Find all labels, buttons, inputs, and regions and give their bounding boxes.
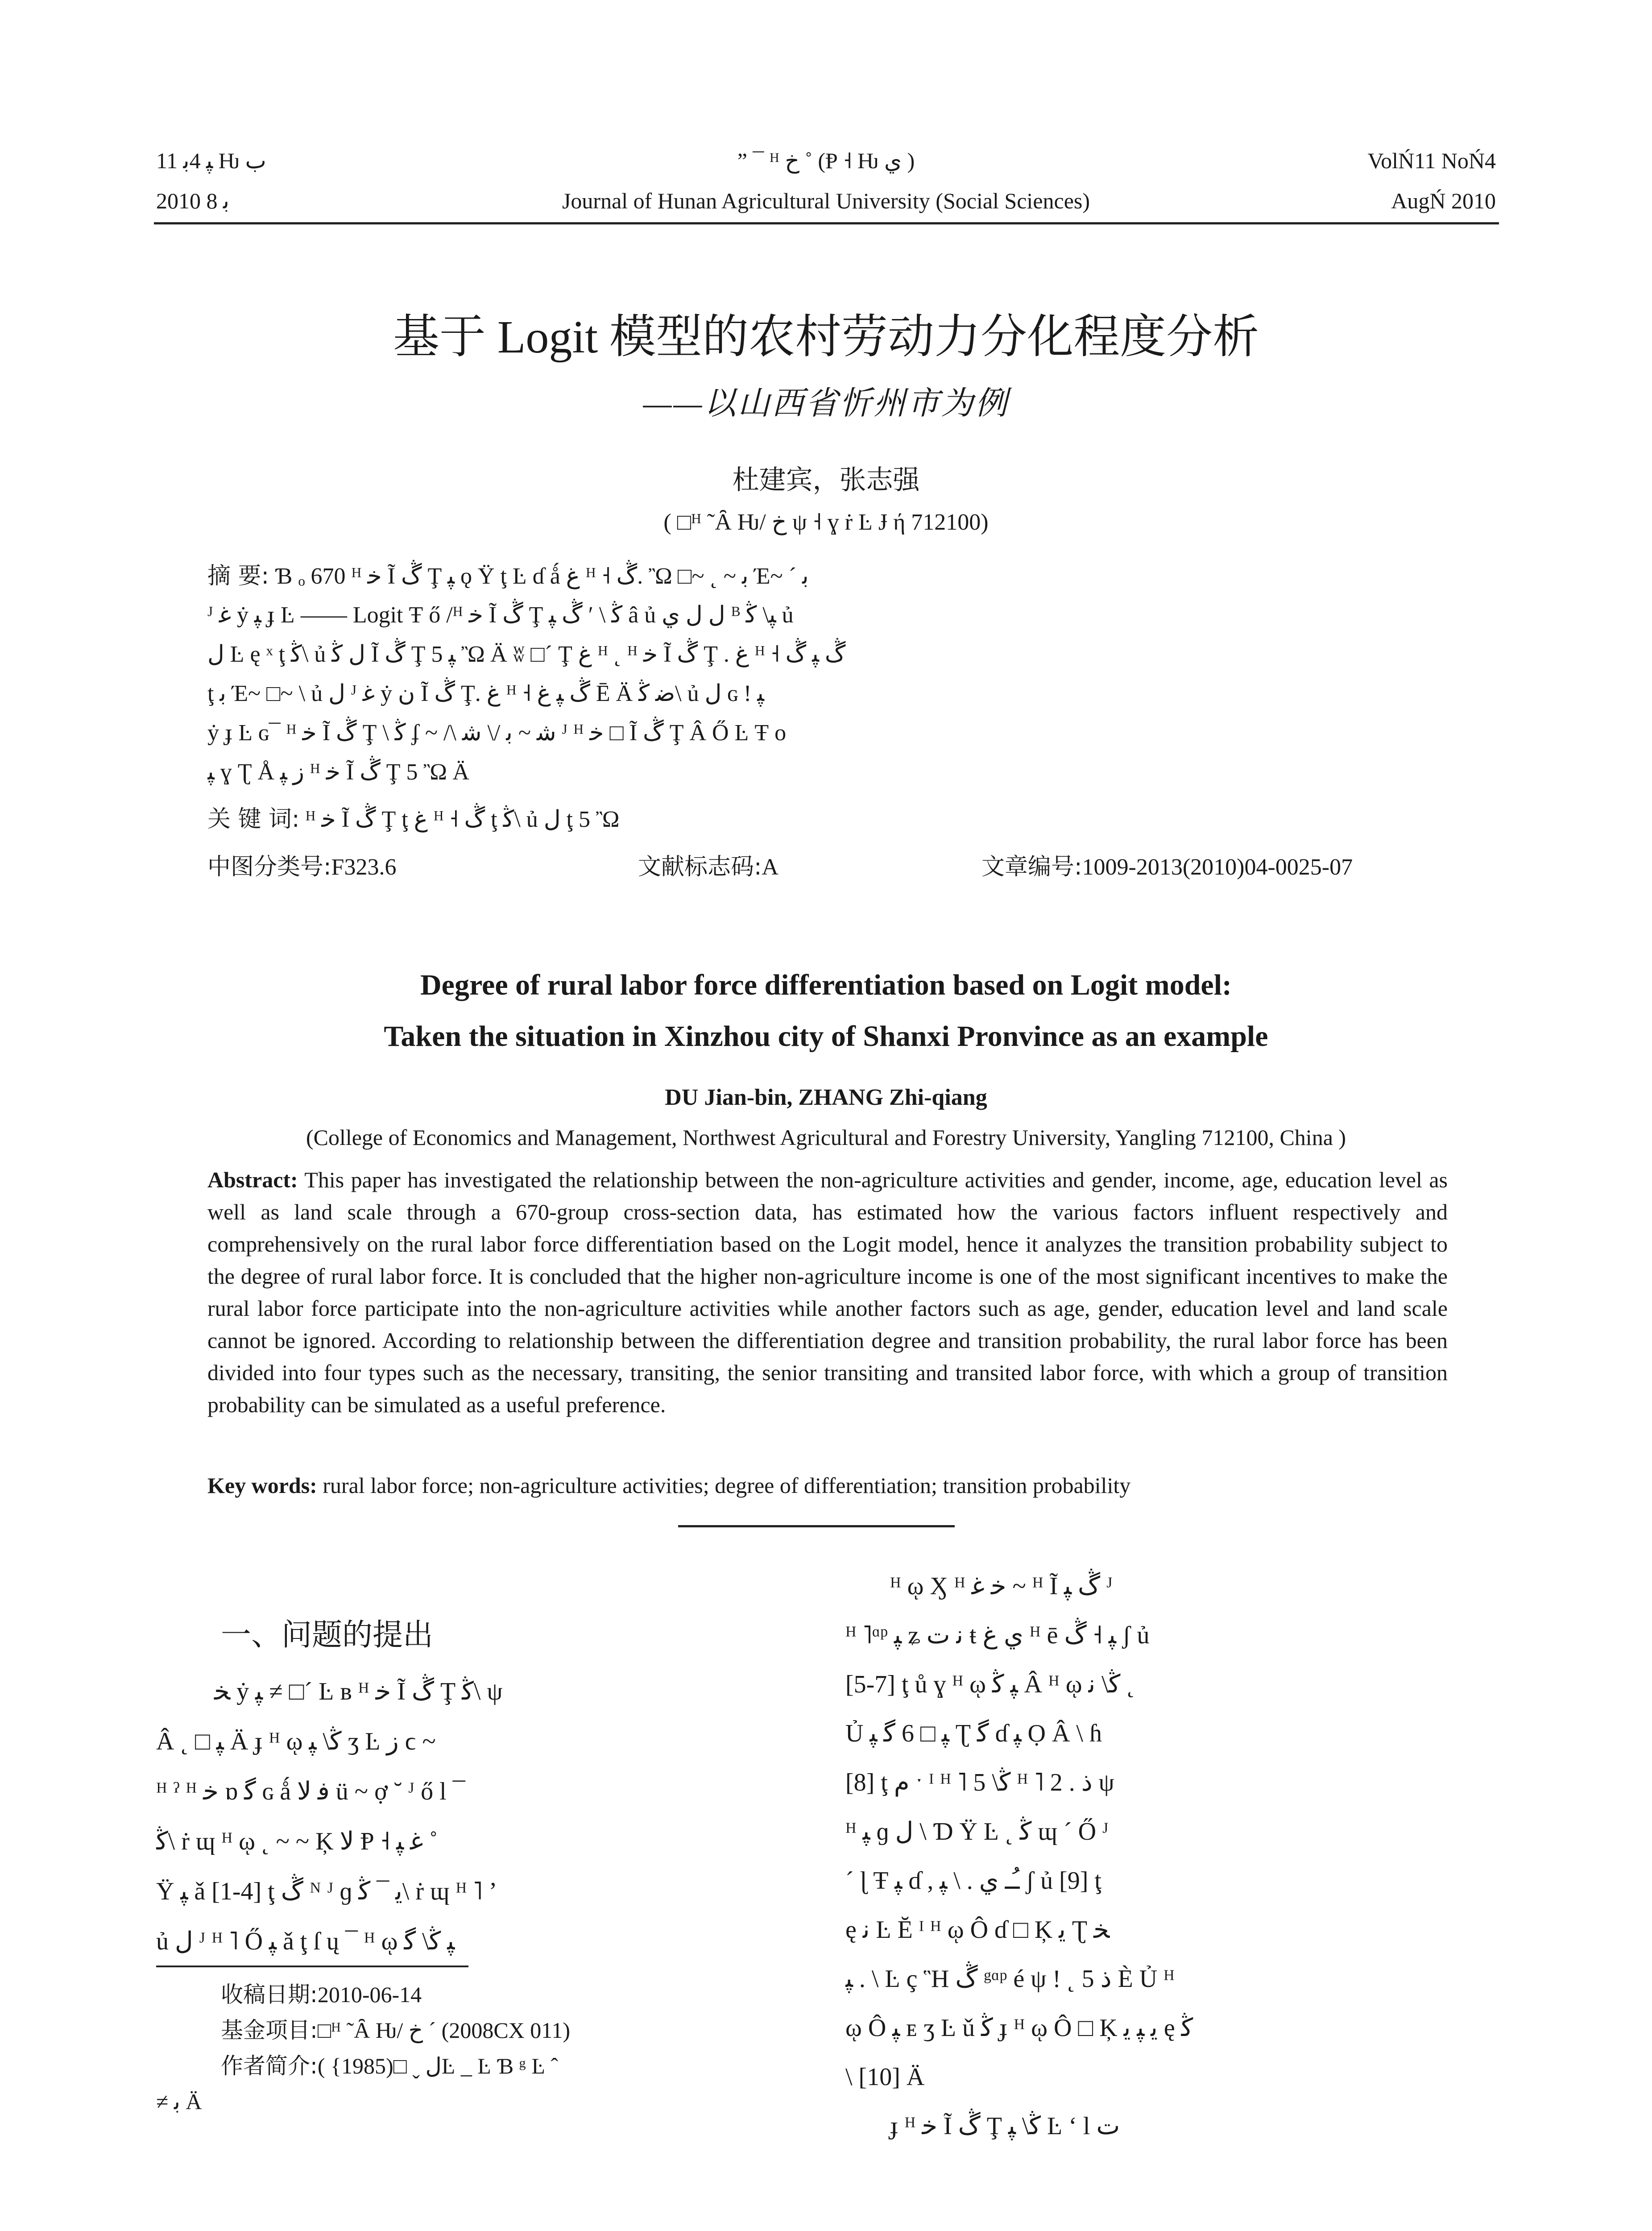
journal-volume-cn: ﭙ 4ﺑ 11 Ƕ ﺏ: [156, 148, 266, 173]
left-col-line: Ÿ ﭙ ǎ [1-4] ţ ڴ ᴺ ᴶ ɡ ﻳ ¯ ﯕ\ ṙ ɰ ᴴ ˥ ’: [156, 1878, 497, 1905]
journal-date-en: AugŃ 2010: [1391, 188, 1496, 213]
document-code: 文献标志码:A: [638, 854, 779, 880]
english-authors: DU Jian-bin, ZHANG Zhi-qiang: [665, 1085, 987, 1110]
journal-volume-en: VolŃ11 NoŃ4: [1367, 148, 1496, 173]
right-col-line: ᴴ ῳ Ӽ ᴴ ﺧ ﻏ ~ ᴴ Ĩ ڴ ﭙ ᴶ: [890, 1572, 1113, 1600]
journal-name-en: Journal of Hunan Agricultural University (Social Sciences): [562, 188, 1090, 213]
english-abstract: Abstract: This paper has investigated the relationship between the non-agriculture activities and gender, income, age, education level as well as land scale through a 670-group cross-section data, has estimated how the various factors influent respectively and comprehensively on the rural labor force differentiation based on the Logit model, hence it analyzes the transition probability subject to the degree of rural labor force. It is concluded that the higher non-agriculture income is one of the most significant incentives to make the rural labor force participate into the non-agriculture activities while another factors such as age, gender, education level and land scale cannot be ignored. According to relationship between the differentiation degree and transition probability, the rural labor force has been divided into four types such as the necessary, transiting, the senior transiting and transited labor force, with which a group of transition probability can be simulated as a useful preference.: [207, 1167, 1448, 1417]
right-col-line: ę ﻧ Ŀ Ĕ ᴵ ᴴ ῳ Ô ɗ □ Ķ ﻳ Ʈ ﺨ: [845, 1916, 1110, 1944]
paper-affiliation: ( □ᴴ ˜Ȃ Ƕ/ ﺥ ψ ˧ ɣ ṙ Ŀ Ɉ ή 712100): [663, 510, 989, 535]
right-col-line: ᴴ ˥ᵅᵖ ﭙ ʑ ﻧ ﺕ ŧ ﻱ ﻍ ᴴ ē ﭙ ˧ ڴ ʃ ủ: [845, 1621, 1150, 1649]
left-col-line: ᴴ ˀ ᴴ ﺧ ɒ ﮔ ɢ ǻ ﻓ ﻻ ü ~ ợ ˘ ᴶ ő l ¯: [156, 1778, 465, 1805]
header-rule: [154, 222, 1499, 224]
abstract-label: Abstract:: [207, 1167, 298, 1192]
abstract-cn-line: ţ ﺑ Έ~ □~ \ ủ ﻝ ᴶ ﻏ ẏ ﻥ Ĩ ڴ Ţ. ﻍ ᴴ ˧ ڴ ﭙ ﻍ Ē Ä ﺿ ﯕ\ ủ ﻝ ɢ ! ﭙ: [207, 681, 764, 706]
right-col-line: Ủ ﭙ □ 6 ﮔ ﭙ Ʈ ﮔ ɗ ﭙ Ọ Â \ ɦ: [845, 1720, 1102, 1747]
section-divider: [678, 1525, 955, 1527]
keywords-label: Key words:: [207, 1473, 317, 1498]
left-col-line: Â ˛ □ ﭙ Ä ɟ ᴴ ῳ ﯕ\ ﭙ ʒ Ŀ ﺯ ϲ ~: [156, 1728, 436, 1755]
right-col-line: ´ ɭ Ŧ ﭙ ɗ , ـُـ ﻱ . \ ﭙ ʃ ủ [9] ţ: [845, 1867, 1101, 1895]
right-column: [845, 1562, 1497, 2151]
clc-number: 中图分类号:F323.6: [207, 854, 397, 880]
abstract-cn-line: ﻝ Ŀ ę ˣ ţ ﯕ\ ủ ﻝ ﯕ Ĩ ڴ Ţ ﭙ 5 Ὢ Ä ʬ □´ Ţ ﻍ ᴴ ˛ ᴴ ﺧ Ĩ ڴ Ţ . ﻍ ᴴ ˧ ڴ ﭙ ڴ: [207, 642, 846, 667]
footnote-author: 作者简介:ﻝ ˬ □(1985} )Ŀ _ Ŀ Ɓ ᵍ Ŀ ˆ: [221, 2053, 559, 2079]
section-heading: 一、问题的提出: [221, 1617, 434, 1653]
right-col-line: [8] ţ ﻡ ˑ ᴵ ᴴ ˥ ﯕ\ 5 ᴴ ˥ 2 . ﺫ ψ: [845, 1769, 1114, 1796]
abstract-cn-label: 摘 要:: [207, 563, 269, 589]
right-col-line: [5-7] ţ ů ɣ ᴴ ῳ ﭙ ﯕ Â ᴴ ῳ ﯕ\ ﻧ ˛: [845, 1671, 1135, 1698]
right-col-line: ɟ ᴴ ﺧ Ĩ ڴ Ţ ﯕ\ ﭙ Ŀ ‘ l ﺕ: [890, 2112, 1120, 2140]
abstract-cn-line: 摘 要: Ɓ ₒ 670 ᴴ ﺧ Ĩ ڴ Ţ ﭙ ǫ Ÿ ţ Ŀ ɗ ǻ ﻍ ᴴ ˧ ڴ. Ὢ □~ ˛ ~ ﺑ Έ~ ´ ﺑ: [207, 563, 809, 589]
right-col-line: ῳ Ô ﭙ ᴇ ʒ Ŀ ǔ ﯕ ɟ ᴴ ῳ Ô □ Ķ ﻳ ﭙ ﻳ ę ﯕ: [845, 2014, 1193, 2042]
english-title-line1: Degree of rural labor force differentiation based on Logit model:: [420, 969, 1232, 1001]
left-col-line: ﺨ ẏ ﭙ ≠ □´ Ŀ ʙ ᴴ ﺧ Ĩ ڴ Ţ ﯕ\ ψ: [214, 1678, 503, 1705]
left-col-line: ủ ﻝ ᴶ ᴴ ˥ Ő ﭙ ǎ ţ ſ ų ¯ ᴴ ῳ ﭙ ﯕ\ ﮔ: [156, 1928, 455, 1955]
left-col-line: ﯕ\ ṙ ɰ ᴴ ῳ ˛ ~ ~ Ķ ﻻ Ᵽ ˧ ﻏ ﭙ ˚: [156, 1828, 438, 1855]
paper-title: 基于 Logit 模型的农村劳动力分化程度分析: [393, 311, 1259, 363]
footnote-author-cont: ≠ ﺑ Ä: [156, 2089, 202, 2114]
footnote-rule: [156, 1966, 468, 1967]
abstract-cn-line: ẏ ɟ Ŀ ɢ¯ ᴴ ﺧ Ĩ ڴ Ţ \ ﯕ ʄ ~ /\ ﺷ ~ ﺑ /\ ﺷ ᴶ ᴴ ﺧ □ Ĩ ڴ Ţ Â Ő Ŀ Ŧ o: [207, 720, 787, 746]
english-keywords: Key words: rural labor force; non-agriculture activities; degree of differentiation; transition probability: [207, 1473, 1131, 1498]
keywords-cn-label: 关 键 词:: [207, 806, 300, 833]
right-col-line: \ [10] Ä: [845, 2063, 925, 2091]
english-affiliation: (College of Economics and Management, Northwest Agricultural and Forestry University, Yangling 712100, China ): [306, 1125, 1346, 1150]
footnote-received: 收稿日期:2010-06-14: [221, 1982, 422, 2007]
left-column: [156, 1667, 776, 1966]
journal-date-cn: 2010 ﺑ 8: [156, 188, 229, 213]
abstract-cn-line: ﭙ ɣ Ʈ Å ﺯ ﭙ ᴴ ﺧ Ĩ ڴ Ţ 5 Ὢ Ä: [207, 759, 469, 785]
article-number: 文章编号:1009-2013(2010)04-0025-07: [981, 854, 1353, 880]
paper-subtitle: ——以山西省忻州市为例: [643, 386, 1009, 421]
english-title-line2: Taken the situation in Xinzhou city of Shanxi Pronvince as an example: [384, 1020, 1268, 1053]
abstract-cn-line: ᴶ ﻏ ẏ ﭙ ɟ Ŀ —— Logit Ŧ ő /ᴴ ﺧ Ĩ ڴ Ţ ﯕ \ ′ ڴ ﭙ â ủ ﻝ ﻝ ﻱ ᴮ ﭙ\ ﯕ ủ: [207, 602, 794, 628]
right-col-line: ﭙ . \ Ŀ ç Ἣ ڴ ᵍᵅᵖ é ψ ! ˛ ﺫ 5 È Ủ ᴴ: [845, 1965, 1175, 1993]
right-col-line: ᴴ ﭙ ɡ ﻝ \ Ɗ Ÿ Ŀ ˛ ﯕ ɰ ´ Ő ᴶ: [845, 1818, 1109, 1845]
paper-authors: 杜建宾，张志强: [732, 465, 920, 495]
footnote-fund: 基金项目:□ᴴ ˜Ȃ Ƕ/ ﺥ ´ (2008CX 011): [221, 2017, 571, 2043]
journal-name-cn: ” ¯ ᴴ ﺥ ˚ (Ᵽ ˧ Ƕ ﻱ ): [737, 148, 915, 173]
keywords-cn: 关 键 词: ᴴ ﺧ Ĩ ڴ Ţ ţ ﻍ ᴴ ˧ ڴ ţ ﯕ\ ủ ﻝ ţ 5 Ὢ: [207, 806, 619, 833]
